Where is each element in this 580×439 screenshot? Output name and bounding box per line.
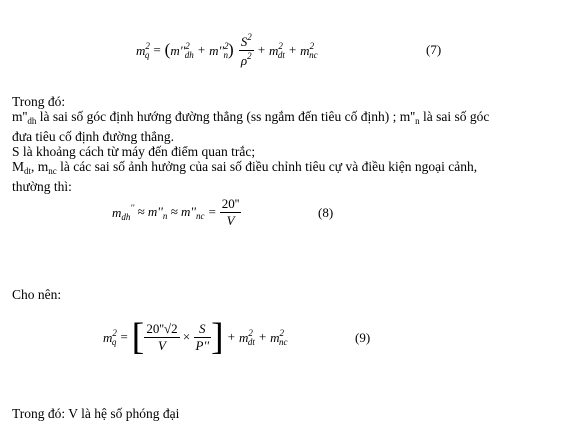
eq9-lhs: $m^2_q$	[103, 327, 117, 347]
eq7-term-dt: $m^2_{dt}$	[268, 40, 285, 60]
eq7-lhs: $m^2_q$	[136, 40, 150, 60]
definitions-line-2: đưa tiêu cố định đường thẳng.	[12, 129, 174, 144]
eq8-term-n: $m''_n$	[147, 203, 168, 221]
paragraph-definitions	[12, 94, 489, 194]
paragraph-magnification: Trong đó: V là hệ số phóng đại	[12, 406, 180, 421]
equation-7: $m^2_q$ = ( $m''^2_{dh}$ + $m''^2_n$ ) $\frac{S^2}{\rho^2}$ + $m^2_{dt}$ + $m^2_{nc}$	[136, 31, 318, 68]
eq8-fraction: $\frac{20''}{V}$	[221, 195, 240, 228]
definitions-line-5: thường thì:	[12, 179, 72, 194]
definitions-line-3: S là khoảng cách từ máy đến điểm quan trắc;	[12, 144, 256, 159]
eq7-term-nc: $m^2_{nc}$	[300, 40, 318, 60]
definitions-line-4: $M_{dt}$, $m_{nc}$ là các sai số ảnh hưởng của sai số điều chỉnh tiêu cự và điều kiện ngoại cảnh,	[12, 159, 478, 176]
equation-8-number: (8)	[318, 205, 334, 220]
definitions-line-1: $m''_{dh}$ là sai số góc định hướng đường thẳng (ss ngắm đến tiêu cố định) ; $m''_n$ là sai số góc	[12, 109, 490, 126]
eq7-term-n: $m''^2_n$	[209, 40, 229, 60]
eq9-term-dt: $m^2_{dt}$	[238, 327, 255, 347]
definitions-heading: Trong đó:	[12, 94, 66, 109]
equation-9-number: (9)	[355, 330, 371, 345]
equation-9: $m^2_q$ = [ $\frac{20''√2}{V}$ × $\frac{S}{P''}$ ] + $m^2_{dt}$ + $m^2_{nc}$	[103, 316, 288, 358]
eq9-fraction-1: $\frac{20''√2}{V}$	[146, 320, 178, 353]
equation-7-number: (7)	[426, 42, 442, 57]
eq8-term-dh: $m_{dh}''$	[112, 202, 135, 222]
eq9-term-nc: $m^2_{nc}$	[270, 327, 288, 347]
eq7-term-dh: $m''^2_{dh}$	[170, 40, 194, 60]
eq7-fraction: $\frac{S^2}{\rho^2}$	[240, 31, 252, 68]
equation-8: $m_{dh}''$ ≈ $m''_n$ ≈ $m''_{nc}$ = $\frac{20''}{V}$	[112, 195, 240, 228]
paragraph-therefore: Cho nên:	[12, 287, 62, 302]
eq8-term-nc: $m''_{nc}$	[180, 203, 205, 221]
eq9-fraction-2: $\frac{S}{P''}$	[195, 320, 210, 353]
